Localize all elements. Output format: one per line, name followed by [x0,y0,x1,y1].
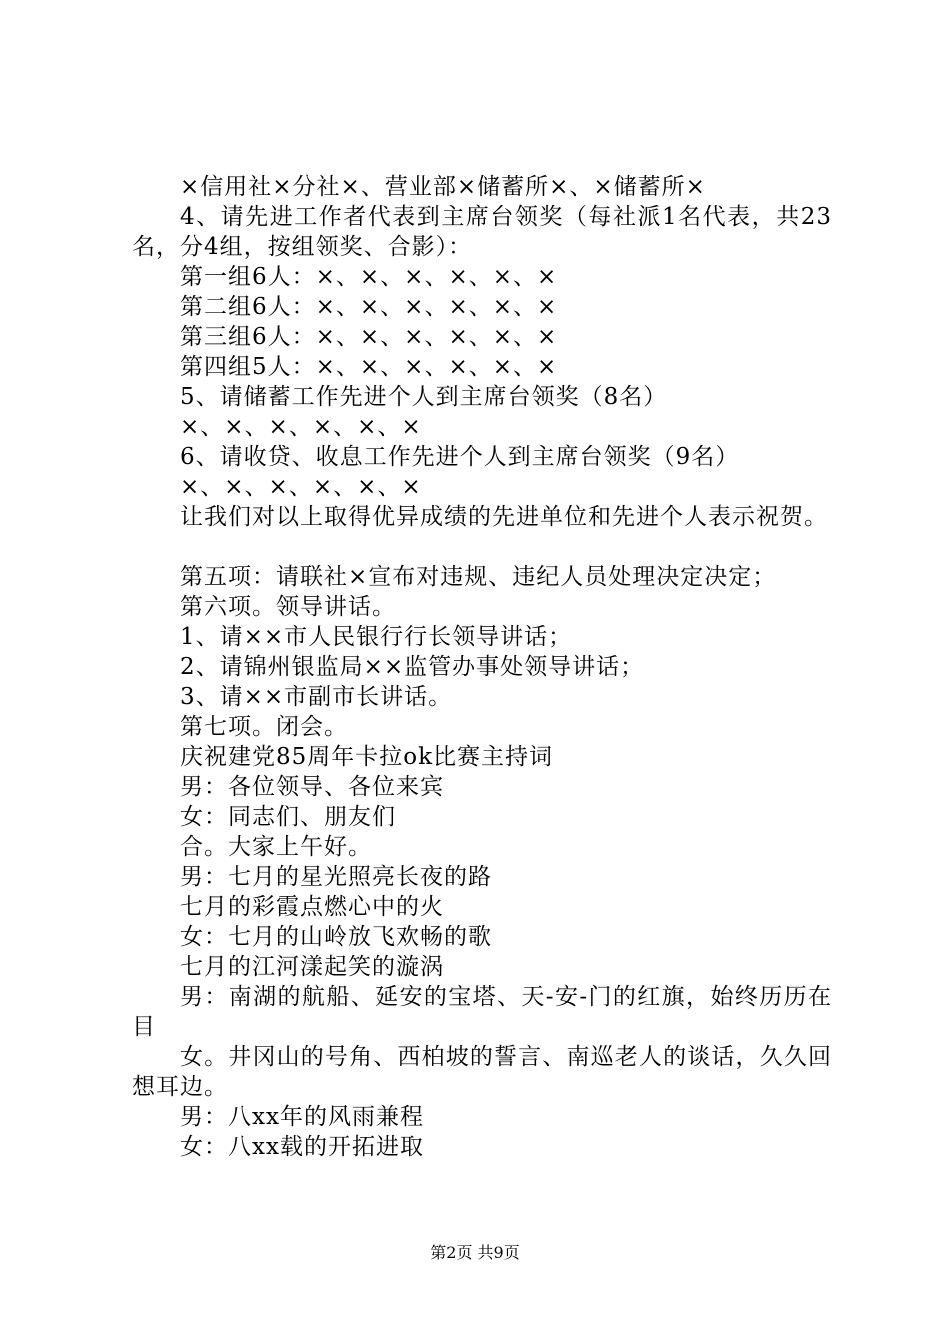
text-line: 男：八xx年的风雨兼程 [180,1104,424,1130]
text-line: 七月的彩霞点燃心中的火 [180,894,444,920]
text-line: 庆祝建党85周年卡拉ok比赛主持词 [180,744,554,770]
text-line: 第五项：请联社×宣布对违规、违纪人员处理决定决定； [180,564,777,590]
text-line: 女：七月的山岭放飞欢畅的歌 [180,924,492,950]
text-line: 七月的江河漾起笑的漩涡 [180,954,444,980]
text-line: ×、×、×、×、×、× [180,474,422,500]
text-line: 第六项。领导讲话。 [180,594,396,620]
text-line: 女：同志们、朋友们 [180,804,396,830]
text-line: 3、请××市副市长讲话。 [180,684,453,710]
text-line: 第七项。闭会。 [180,714,348,740]
text-line: 1、请××市人民银行行长领导讲话； [180,624,573,650]
text-line: 第三组6人：×、×、×、×、×、× [180,324,558,350]
text-paragraph: 让我们对以上取得优异成绩的先进单位和先进个人表示祝贺。 [180,504,828,530]
text-paragraph: 女。井冈山的号角、西柏坡的誓言、南巡老人的谈话，久久回想耳边。 [132,1044,832,1100]
text-line: 男：各位领导、各位来宾 [180,774,444,800]
text-paragraph: 4、请先进工作者代表到主席台领奖（每社派1名代表，共23名，分4组，按组领奖、合影）： [132,204,832,260]
text-line: 5、请储蓄工作先进个人到主席台领奖（8名） [180,384,668,410]
text-paragraph: 男：南湖的航船、延安的宝塔、天-安-门的红旗，始终历历在目 [132,984,832,1040]
text-line: ×信用社×分社×、营业部×储蓄所×、×储蓄所× [180,174,706,200]
text-line: 2、请锦州银监局××监管办事处领导讲话； [180,654,645,680]
text-line: 男：七月的星光照亮长夜的路 [180,864,492,890]
text-line: 女：八xx载的开拓进取 [180,1134,424,1160]
page-number-footer: 第2页 共9页 [430,1243,520,1262]
document-body [132,172,832,1162]
text-line: 第四组5人：×、×、×、×、×、× [180,354,558,380]
text-line: ×、×、×、×、×、× [180,414,422,440]
text-line: 合。大家上午好。 [180,834,372,860]
text-line: 第一组6人：×、×、×、×、×、× [180,264,558,290]
text-line: 第二组6人：×、×、×、×、×、× [180,294,558,320]
text-line: 6、请收贷、收息工作先进个人到主席台领奖（9名） [180,444,740,470]
